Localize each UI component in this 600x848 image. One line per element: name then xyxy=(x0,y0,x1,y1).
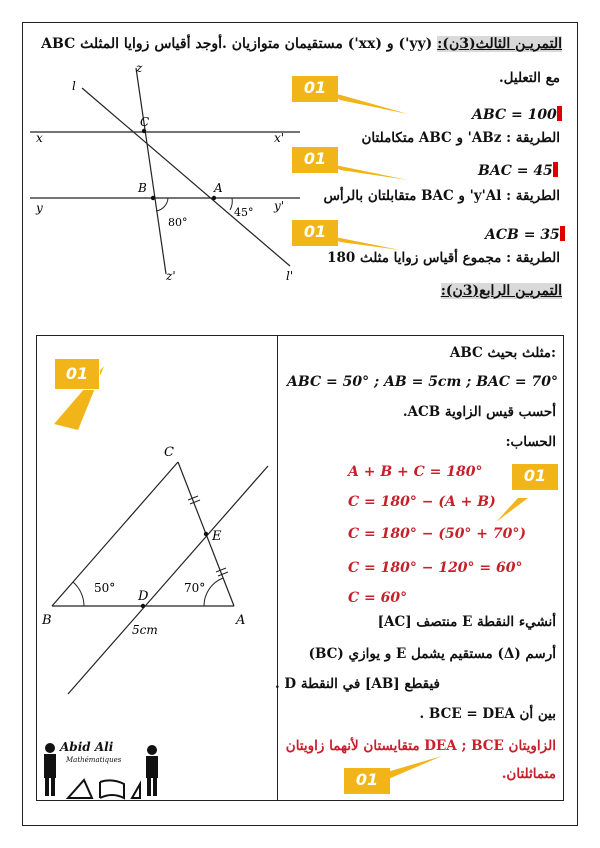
exercise4-header xyxy=(441,283,562,299)
label-lp: l' xyxy=(286,269,294,283)
pointer-2 xyxy=(330,164,408,180)
ex4-line10: متماثلتان. xyxy=(501,766,556,782)
method-3-text: الطريقة : مجموع أقياس زوايا مثلث 180 xyxy=(327,250,560,266)
ex4-line9: الزاويتان DEA ; BCE متقايستان لأنهما زاويتان xyxy=(285,738,556,754)
tick xyxy=(218,572,228,576)
angle-80: 80° xyxy=(168,216,188,229)
label-l: l xyxy=(72,79,76,93)
pointer-6 xyxy=(380,752,450,782)
ex4-line4: الحساب: xyxy=(505,434,556,450)
calc-line4: C = 180° − 120° = 60° xyxy=(348,560,523,576)
label-y: y xyxy=(36,201,43,215)
label-B: B xyxy=(138,181,147,195)
calc-line2: C = 180° − (A + B) xyxy=(348,494,496,510)
angle-50: 50° xyxy=(94,581,116,595)
label-C4: C xyxy=(164,445,174,460)
label-E: E xyxy=(212,529,222,544)
answer-BAC-text: BAC = 45 xyxy=(478,163,553,179)
ex4-line6: أرسم (Δ) مستقيم يشمل E و يوازي (BC) xyxy=(308,646,556,662)
ex4-line1: ABC مثلث بحيث: xyxy=(449,345,556,361)
method-2 xyxy=(323,188,560,204)
ex4-line2: ABC = 50° ; AB = 5cm ; BAC = 70° xyxy=(287,374,558,390)
method-1 xyxy=(362,130,561,146)
grade-badge-4: 01 xyxy=(54,358,100,390)
pointer-3 xyxy=(330,236,400,250)
red-mark xyxy=(557,106,562,121)
label-C: C xyxy=(140,115,150,129)
label-yp: y' xyxy=(274,199,285,213)
answer-ABC-text: ABC = 100 xyxy=(472,107,557,123)
exercise4-divider xyxy=(277,335,278,801)
point-D xyxy=(141,604,145,608)
pointer-1 xyxy=(330,92,408,114)
grade-badge-2: 01 xyxy=(292,147,338,173)
point-C xyxy=(142,129,146,133)
logo-subtitle: Mathématiques xyxy=(66,756,122,764)
answer-ACB-text: ACB = 35 xyxy=(485,227,560,243)
red-mark xyxy=(553,162,558,177)
ex4-line7: فيقطع [AB] في النقطة D . xyxy=(275,676,440,692)
label-B4: B xyxy=(42,613,52,628)
method-2-text: الطريقة : y'Al' و BAC متقابلتان بالرأس xyxy=(323,188,560,204)
exercise3-header xyxy=(41,36,562,52)
arc-80 xyxy=(156,198,168,211)
arc-45 xyxy=(230,198,232,210)
tick xyxy=(190,500,200,504)
ex4-line5: أنشيء النقطة E منتصف [AC] xyxy=(377,614,556,630)
grade-badge-1: 01 xyxy=(292,76,338,102)
exercise3-title: التمريـن الثالث(3ن): xyxy=(437,36,562,52)
point-B xyxy=(151,196,155,200)
arc-70 xyxy=(204,578,223,606)
label-x: x xyxy=(36,131,43,145)
exercise4-title: التمريـن الرابع(3ن): xyxy=(440,283,562,299)
logo-name: Abid Ali xyxy=(60,740,114,754)
label-xp: x' xyxy=(274,131,285,145)
label-A4: A xyxy=(236,613,246,628)
grade-badge-6: 01 xyxy=(344,768,390,794)
calc-line3: C = 180° − (50° + 70°) xyxy=(348,526,527,542)
grade-badge-3: 01 xyxy=(292,220,338,246)
label-A: A xyxy=(214,181,223,195)
line-zz xyxy=(136,68,166,274)
angle-45: 45° xyxy=(234,206,254,219)
method-3 xyxy=(327,250,560,266)
answer-ACB xyxy=(485,226,565,243)
method-1-text: الطريقة : ABz' و ABC متكاملتان xyxy=(361,130,560,146)
answer-BAC xyxy=(478,162,558,179)
calc-line5: C = 60° xyxy=(348,590,408,606)
ex4-line3: أحسب قيس الزاوية ACB. xyxy=(402,404,556,420)
grade-badge-5: 01 xyxy=(512,464,558,490)
label-5cm: 5cm xyxy=(132,623,158,637)
label-D: D xyxy=(138,589,149,604)
calc-line1: A + B + C = 180° xyxy=(348,464,483,480)
point-E xyxy=(204,532,208,536)
line-delta xyxy=(68,466,268,694)
point-A xyxy=(212,196,216,200)
label-zp: z' xyxy=(166,269,176,283)
exercise3-figure xyxy=(30,58,300,288)
author-logo xyxy=(40,740,190,800)
label-z: z xyxy=(136,61,143,75)
line-ll xyxy=(82,88,290,266)
exercise3-justify: مع التعليل. xyxy=(498,70,560,86)
exercise3-statement: (yy') و (xx') مستقيمان متوازيان .أوجد أقياس زوايا المثلث ABC xyxy=(41,36,433,52)
arc-50 xyxy=(73,582,84,606)
red-mark xyxy=(560,226,565,241)
angle-70: 70° xyxy=(184,581,206,595)
ex4-line8: بين أن BCE = DEA . xyxy=(419,706,556,722)
exercise4-figure xyxy=(38,350,276,710)
answer-ABC xyxy=(472,106,562,123)
